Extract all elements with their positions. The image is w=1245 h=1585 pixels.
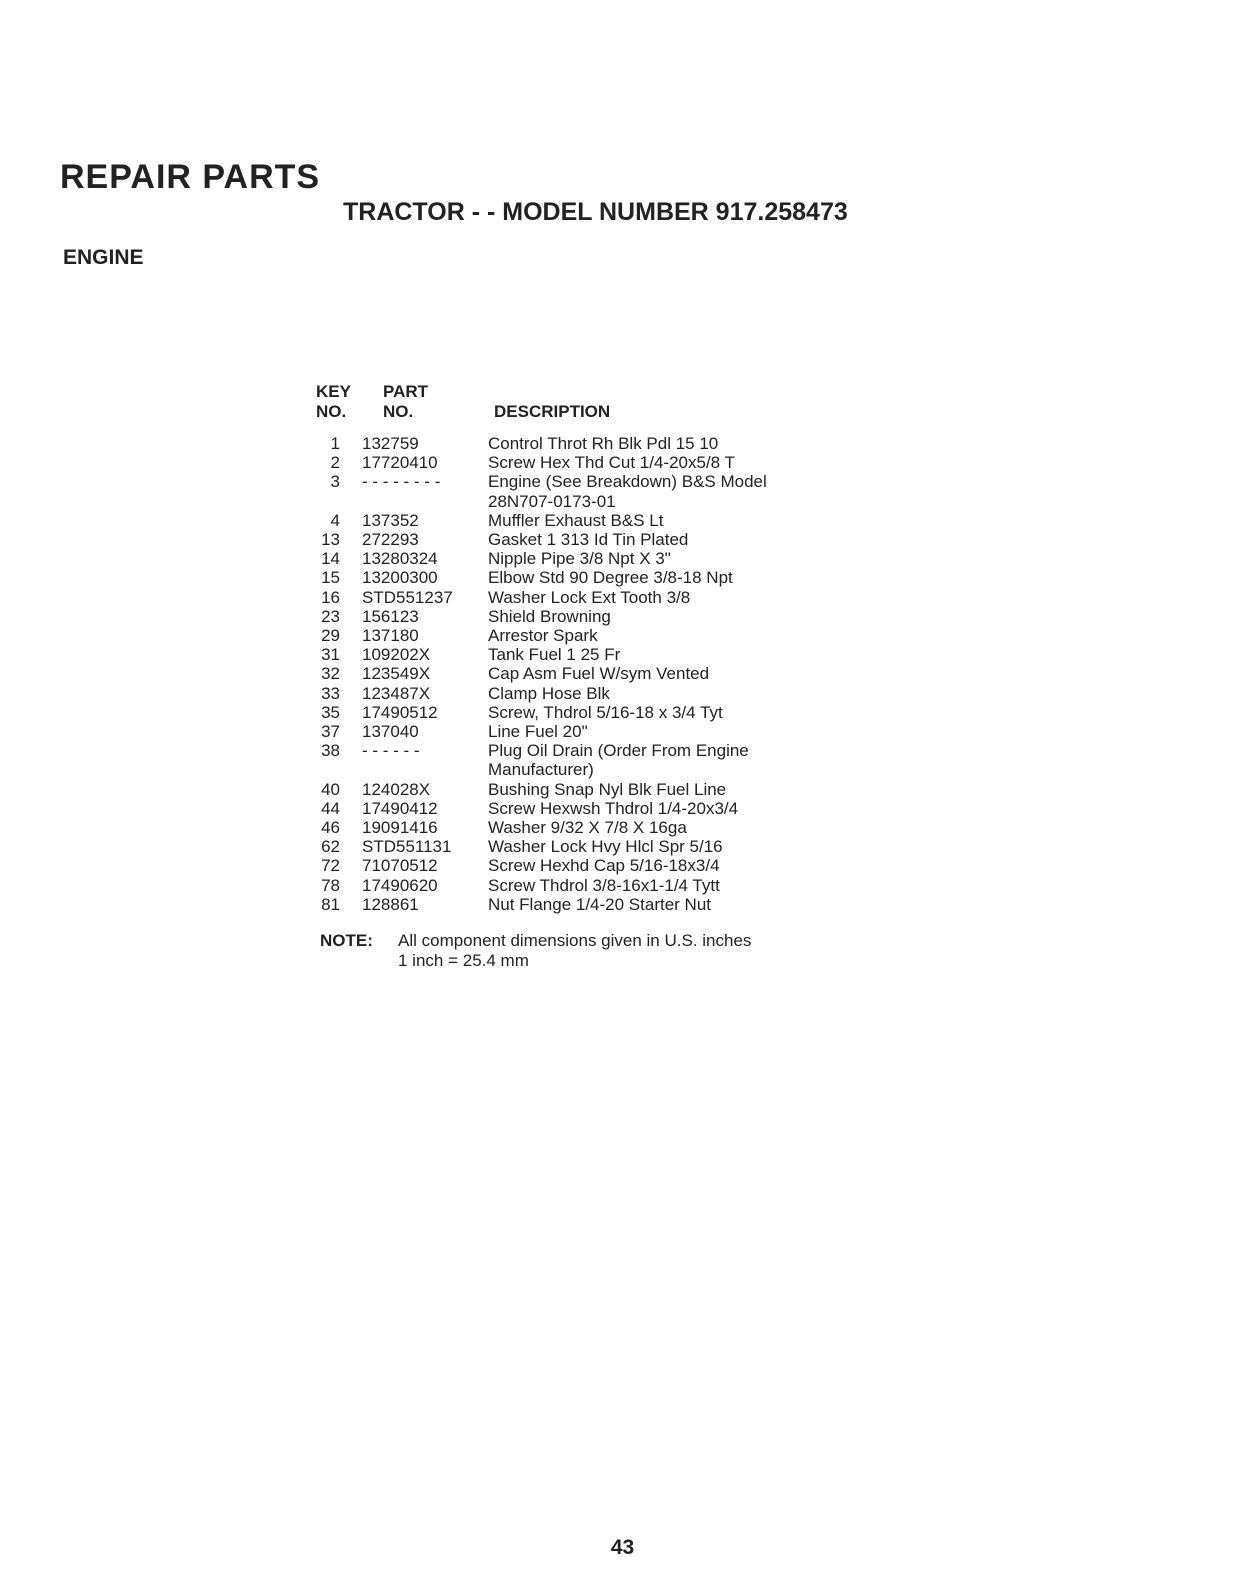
key-number: 31	[321, 645, 340, 665]
part-number: 17720410	[362, 453, 438, 473]
parts-row	[308, 626, 868, 645]
key-number: 62	[321, 837, 340, 857]
part-number: 132759	[362, 434, 419, 453]
parts-row	[308, 549, 868, 568]
parts-row	[308, 856, 868, 875]
key-number: 40	[321, 779, 340, 799]
part-number: 137040	[362, 722, 419, 742]
page-title: REPAIR PARTS	[60, 158, 321, 196]
key-number: 29	[321, 626, 340, 646]
part-description: Line Fuel 20"	[488, 722, 588, 742]
parts-row	[308, 607, 868, 626]
key-number: 44	[321, 798, 340, 818]
key-number: 4	[330, 510, 340, 530]
part-number: STD551131	[362, 837, 452, 857]
key-number: 81	[321, 894, 340, 914]
part-number: 156123	[362, 606, 419, 626]
part-description: Washer Lock Ext Tooth 3/8	[488, 587, 691, 607]
part-description: Control Throt Rh Blk Pdl 15 10	[488, 434, 719, 453]
part-number: 17490412	[362, 798, 438, 818]
key-number: 1	[330, 434, 340, 453]
part-number: 109202X	[362, 645, 431, 665]
part-number: 17490512	[362, 702, 438, 722]
parts-row	[308, 876, 868, 895]
parts-row	[308, 780, 868, 799]
key-number: 3	[330, 472, 340, 492]
column-header-description: DESCRIPTION	[494, 402, 611, 421]
part-description: Nut Flange 1/4-20 Starter Nut	[488, 894, 712, 914]
key-number: 38	[321, 741, 340, 761]
part-number: 17490620	[362, 875, 438, 895]
part-description: Engine (See Breakdown) B&S Model 28N707-0173-01	[488, 472, 767, 511]
part-description: Plug Oil Drain (Order From Engine Manufacturer)	[488, 741, 749, 780]
parts-row	[308, 703, 868, 722]
part-description: Shield Browning	[488, 606, 611, 626]
parts-row	[308, 472, 868, 510]
part-description: Screw, Thdrol 5/16-18 x 3/4 Tyt	[488, 702, 723, 722]
part-description: Clamp Hose Blk	[488, 683, 610, 703]
parts-row	[308, 511, 868, 530]
parts-row	[308, 741, 868, 779]
parts-row	[308, 645, 868, 664]
part-number: 123549X	[362, 664, 431, 684]
parts-row	[308, 664, 868, 683]
part-description: Washer 9/32 X 7/8 X 16ga	[488, 818, 687, 838]
part-description: Screw Hexwsh Thdrol 1/4-20x3/4	[488, 798, 739, 818]
parts-row	[308, 588, 868, 607]
key-number: 35	[321, 702, 340, 722]
part-description: Screw Hexhd Cap 5/16-18x3/4	[488, 856, 720, 876]
part-description: Screw Hex Thd Cut 1/4-20x5/8 T	[488, 453, 735, 473]
dimensions-note	[320, 931, 751, 971]
key-number: 14	[321, 549, 340, 569]
part-description: Screw Thdrol 3/8-16x1-1/4 Tytt	[488, 875, 720, 895]
part-description: Washer Lock Hvy Hlcl Spr 5/16	[488, 837, 723, 857]
part-number: 128861	[362, 894, 419, 914]
key-number: 33	[321, 683, 340, 703]
section-title: ENGINE	[63, 246, 144, 269]
parts-row	[308, 453, 868, 472]
part-description: Nipple Pipe 3/8 Npt X 3"	[488, 549, 671, 569]
part-description: Bushing Snap Nyl Blk Fuel Line	[488, 779, 727, 799]
key-number: 46	[321, 818, 340, 838]
part-description: Cap Asm Fuel W/sym Vented	[488, 664, 710, 684]
part-number: 137180	[362, 626, 419, 646]
parts-row	[308, 684, 868, 703]
part-description: Muffler Exhaust B&S Lt	[488, 510, 664, 530]
part-description: Elbow Std 90 Degree 3/8-18 Npt	[488, 568, 733, 588]
part-number: 13280324	[362, 549, 438, 569]
key-number: 37	[321, 722, 340, 742]
part-number: - - - - - -	[362, 741, 420, 761]
part-description: Arrestor Spark	[488, 626, 598, 646]
part-number: 13200300	[362, 568, 438, 588]
key-number: 13	[321, 530, 340, 550]
parts-row	[308, 722, 868, 741]
parts-row	[308, 837, 868, 856]
part-number: 272293	[362, 530, 419, 550]
key-number: 72	[321, 856, 340, 876]
note-text: All component dimensions given in U.S. inches 1 inch = 25.4 mm	[398, 931, 752, 970]
key-number: 15	[321, 568, 340, 588]
parts-row	[308, 799, 868, 818]
key-number: 16	[321, 587, 340, 607]
part-description: Gasket 1 313 Id Tin Plated	[488, 530, 689, 550]
key-number: 32	[321, 664, 340, 684]
column-header-part-no: PART NO.	[383, 382, 429, 421]
part-number: 71070512	[362, 856, 438, 876]
note-label: NOTE:	[320, 931, 373, 950]
column-header-key-no: KEY NO.	[316, 382, 351, 421]
part-number: 123487X	[362, 683, 431, 703]
key-number: 78	[321, 875, 340, 895]
part-number: 19091416	[362, 818, 438, 838]
page-number: 43	[610, 1536, 635, 1559]
part-number: 137352	[362, 510, 419, 530]
part-number: STD551237	[362, 587, 453, 607]
parts-row	[308, 895, 868, 914]
part-number: 124028X	[362, 779, 431, 799]
parts-row	[308, 568, 868, 587]
part-number: - - - - - - - -	[362, 472, 441, 492]
part-description: Tank Fuel 1 25 Fr	[488, 645, 621, 665]
model-number-heading: TRACTOR - - MODEL NUMBER 917.258473	[343, 198, 848, 226]
parts-row	[308, 530, 868, 549]
parts-list	[308, 434, 868, 914]
parts-row	[308, 434, 868, 453]
key-number: 2	[330, 453, 340, 473]
key-number: 23	[321, 606, 340, 626]
parts-row	[308, 818, 868, 837]
